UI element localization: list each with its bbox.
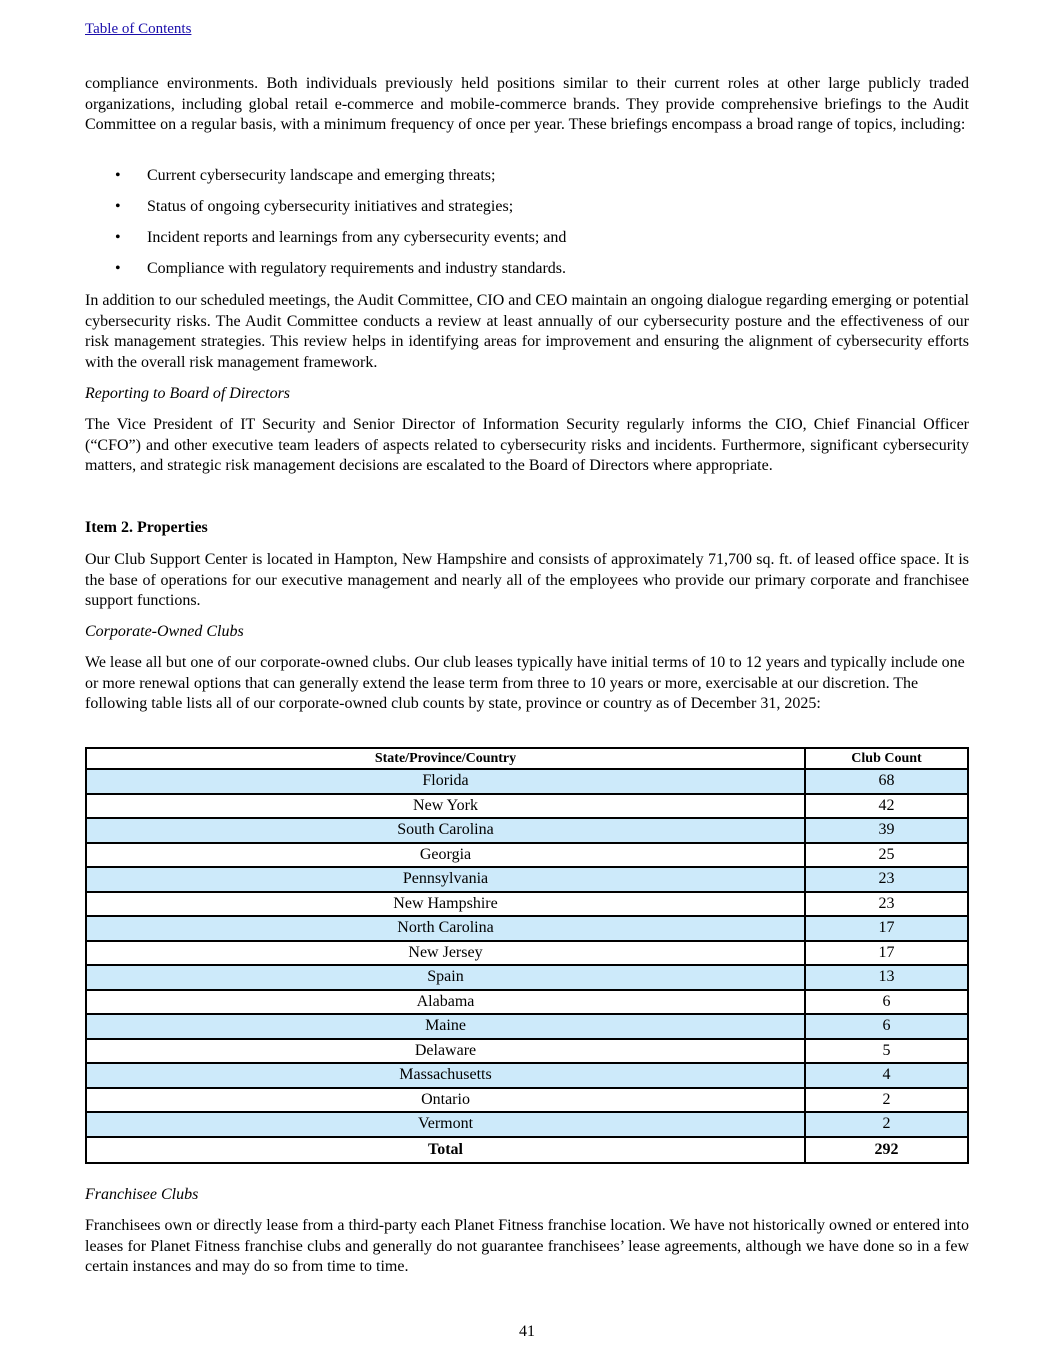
count-cell: 2 [805, 1088, 968, 1113]
bullet-icon: • [115, 167, 121, 184]
location-cell: New Hampshire [86, 892, 805, 917]
franchisee-clubs-heading: Franchisee Clubs [85, 1186, 199, 1203]
count-cell: 42 [805, 794, 968, 819]
properties-paragraph: Our Club Support Center is located in Hampton, New Hampshire and consists of approximately 71,700 sq. ft. of leased office space. It is the base of operations for our executive management and nearly all of the employees who provide our primary corporate and franchisee support functions. [85, 551, 969, 610]
location-cell: North Carolina [86, 916, 805, 941]
count-cell: 17 [805, 916, 968, 941]
count-cell: 23 [805, 892, 968, 917]
table-row [86, 794, 968, 819]
location-cell: Maine [86, 1014, 805, 1039]
table-row [86, 1014, 968, 1039]
location-cell: Florida [86, 769, 805, 794]
count-cell: 6 [805, 990, 968, 1015]
list-item: • Status of ongoing cybersecurity initiatives and strategies; [85, 197, 969, 228]
page-number: 41 [519, 1323, 535, 1340]
franchisee-clubs-paragraph: Franchisees own or directly lease from a third-party each Planet Fitness franchise location. We have not historically owned or entered into leases for Planet Fitness franchise clubs and generally do not guarantee franchisees’ lease agreements, although we have done so in a few certain instances and may do so from time to time. [85, 1217, 969, 1276]
table-row [86, 769, 968, 794]
count-cell: 39 [805, 818, 968, 843]
count-cell: 68 [805, 769, 968, 794]
location-cell: New Jersey [86, 941, 805, 966]
corporate-clubs-heading: Corporate-Owned Clubs [85, 623, 244, 640]
list-item: • Current cybersecurity landscape and emerging threats; [85, 166, 969, 197]
location-cell: Georgia [86, 843, 805, 868]
location-cell: Spain [86, 965, 805, 990]
item2-heading: Item 2. Properties [85, 519, 208, 536]
bullet-icon: • [115, 198, 121, 215]
table-row [86, 1039, 968, 1064]
location-cell: Delaware [86, 1039, 805, 1064]
location-cell: South Carolina [86, 818, 805, 843]
reporting-heading: Reporting to Board of Directors [85, 385, 291, 402]
table-row [86, 867, 968, 892]
location-cell: Alabama [86, 990, 805, 1015]
table-row [86, 1112, 968, 1137]
column-header-location: State/Province/Country [86, 748, 805, 769]
count-cell: 4 [805, 1063, 968, 1088]
reporting-paragraph: The Vice President of IT Security and Senior Director of Information Security regularly informs the CIO, Chief Financial Officer (“CFO”) and other executive team leaders of aspects related to cybersecurity risks and incidents. Furthermore, significant cybersecurity matters, and strategic risk management decisions are escalated to the Board of Directors where appropriate. [85, 416, 969, 475]
briefing-topics-list [85, 166, 969, 290]
table-row [86, 965, 968, 990]
table-row [86, 916, 968, 941]
table-of-contents-link[interactable]: Table of Contents [85, 21, 192, 37]
location-cell: Pennsylvania [86, 867, 805, 892]
bullet-icon: • [115, 260, 121, 277]
location-cell: Ontario [86, 1088, 805, 1113]
location-cell: Massachusetts [86, 1063, 805, 1088]
list-item: • Compliance with regulatory requirements and industry standards. [85, 259, 969, 290]
table-total-row [86, 1137, 968, 1163]
count-cell: 2 [805, 1112, 968, 1137]
intro-paragraph: compliance environments. Both individuals previously held positions similar to their current roles at other large publicly traded organizations, including global retail e-commerce and mobile-commerce brands. They provide comprehensive briefings to the Audit Committee on a regular basis, with a minimum frequency of once per year. These briefings encompass a broad range of topics, including: [85, 75, 969, 134]
table-header-row [86, 748, 968, 769]
table-row [86, 843, 968, 868]
count-cell: 13 [805, 965, 968, 990]
table-row [86, 892, 968, 917]
count-cell: 25 [805, 843, 968, 868]
total-label-cell: Total [86, 1137, 805, 1163]
count-cell: 5 [805, 1039, 968, 1064]
dialogue-paragraph: In addition to our scheduled meetings, the Audit Committee, CIO and CEO maintain an ongoing dialogue regarding emerging or potential cybersecurity risks. The Audit Committee conducts a review at least annually of our cybersecurity posture and the effectiveness of our risk management strategies. This review helps in identifying areas for improvement and ensuring the alignment of cybersecurity efforts with the overall risk management framework. [85, 292, 969, 371]
count-cell: 6 [805, 1014, 968, 1039]
column-header-club-count: Club Count [805, 748, 968, 769]
bullet-icon: • [115, 229, 121, 246]
count-cell: 17 [805, 941, 968, 966]
total-count-cell: 292 [805, 1137, 968, 1163]
table-row [86, 1088, 968, 1113]
list-item: • Incident reports and learnings from any cybersecurity events; and [85, 228, 969, 259]
count-cell: 23 [805, 867, 968, 892]
location-cell: Vermont [86, 1112, 805, 1137]
table-row [86, 941, 968, 966]
table-row [86, 818, 968, 843]
table-row [86, 990, 968, 1015]
corporate-clubs-paragraph: We lease all but one of our corporate-owned clubs. Our club leases typically have initial terms of 10 to 12 years and typically include one or more renewal options that can generally extend the lease term from three to 10 years or more, exercisable at our discretion. The following table lists all of our corporate-owned club counts by state, province or country as of December 31, 2025: [85, 654, 965, 713]
table-row [86, 1063, 968, 1088]
club-count-table [85, 747, 969, 1164]
location-cell: New York [86, 794, 805, 819]
